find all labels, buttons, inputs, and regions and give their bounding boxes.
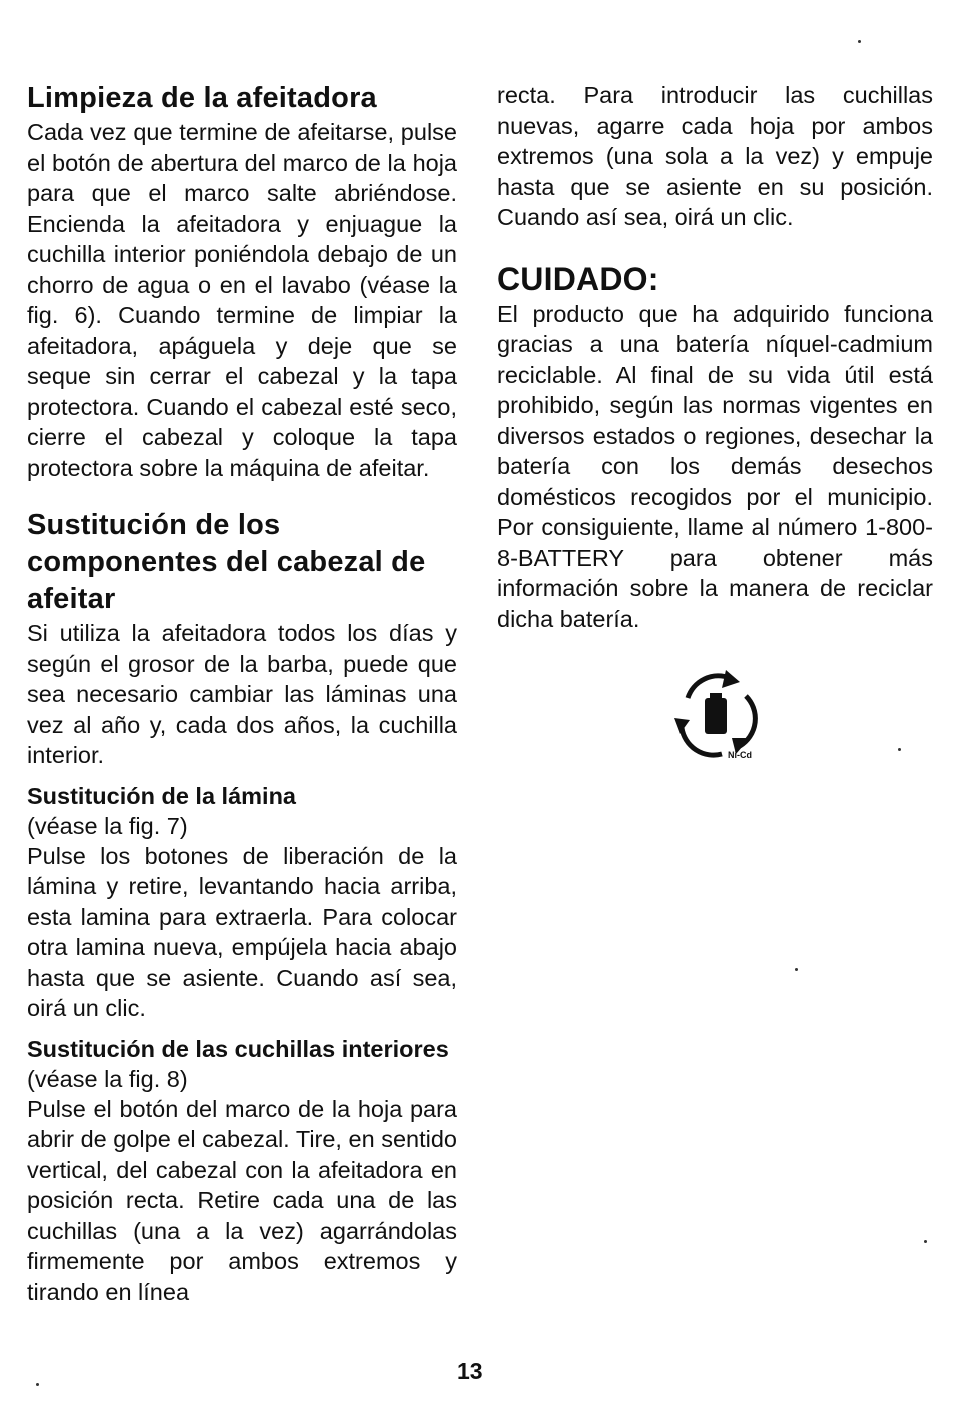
scan-speck bbox=[858, 40, 861, 43]
right-column bbox=[497, 80, 933, 634]
page-number: 13 bbox=[457, 1358, 483, 1384]
ni-cd-battery-recycling-icon bbox=[670, 668, 762, 762]
subsection-cutters bbox=[27, 1034, 457, 1094]
caution-title: CUIDADO: bbox=[497, 260, 659, 297]
scan-speck bbox=[898, 748, 901, 751]
scan-speck bbox=[36, 1383, 39, 1386]
foil-figure-ref: (véase la fig. 7) bbox=[27, 812, 188, 839]
replacement-body: Si utiliza la afeitadora todos los días y según el grosor de la barba, puede que sea necesario cambiar las láminas una vez al año y, cada dos años, la cuchilla interior. bbox=[27, 620, 457, 768]
section-title-replacement: Sustitución de los componentes del cabezal de afeitar bbox=[27, 509, 426, 615]
cutters-figure-ref: (véase la fig. 8) bbox=[27, 1065, 188, 1092]
section-title-cleaning: Limpieza de la afeitadora bbox=[27, 82, 377, 114]
subsection-title-cutters: Sustitución de las cuchillas interiores bbox=[27, 1035, 449, 1062]
ni-cd-label: Ni-Cd bbox=[728, 750, 752, 760]
cutters-body-continuation: recta. Para introducir las cuchillas nuevas, agarre cada hoja por ambos extremos (una sola a la vez) y empuje hasta que se asiente en su posición. Cuando así sea, oirá un clic. bbox=[497, 82, 933, 230]
subsection-foil bbox=[27, 781, 457, 841]
left-column bbox=[27, 80, 457, 1307]
subsection-title-foil: Sustitución de la lámina bbox=[27, 782, 296, 809]
scan-speck bbox=[795, 968, 798, 971]
cutters-body: Pulse el botón del marco de la hoja para abrir de golpe el cabezal. Tire, en sentido vertical, del cabezal con la afeitadora en posición recta. Retire cada una de las cuchillas (una a la vez) agarrándolas firmemente por ambos extremos y tirando en línea bbox=[27, 1095, 457, 1305]
caution-body: El producto que ha adquirido funciona gracias a una batería níquel-cadmium reciclable. Al final de su vida útil está prohibido, según las normas vigentes en diversos estados o regiones, desechar la batería con los demás desechos domésticos recogidos por el municipio. Por consiguiente, llame al número 1-800-8-BATTERY para obtener más información sobre la manera de reciclar dicha batería. bbox=[497, 300, 933, 632]
cleaning-body: Cada vez que termine de afeitarse, pulse el botón de abertura del marco de la hoja para que el marco salte abriéndose. Encienda la afeitadora y enjuague la cuchilla interior poniéndola debajo de un chorro de agua o en el lavabo (véase la fig. 6). Cuando termine de limpiar la afeitadora, apáguela y deje que se seque sin cerrar el cabezal y la tapa protectora. Cuando el cabezal esté seco, cierre el cabezal y coloque la tapa protectora sobre la máquina de afeitar. bbox=[27, 119, 457, 481]
scan-speck bbox=[924, 1240, 927, 1243]
foil-body: Pulse los botones de liberación de la lámina y retire, levantando hacia arriba, esta lamina para extraerla. Para colocar otra lamina nueva, empújela hacia abajo hasta que se asiente. Cuando así sea, oirá un clic. bbox=[27, 842, 457, 1021]
